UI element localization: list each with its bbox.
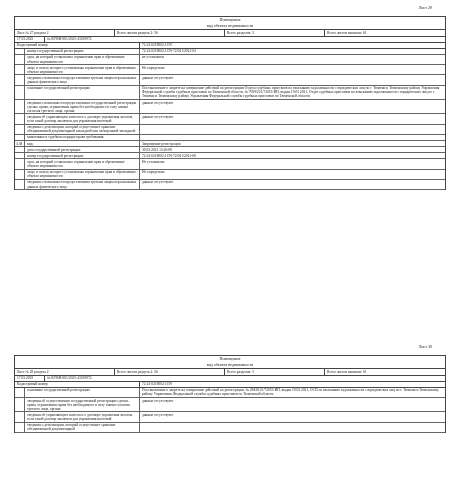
sheets-total: Всего листов выписки: 61	[327, 30, 367, 35]
extract-date: 17.03.2025	[15, 37, 45, 42]
table-row	[15, 180, 445, 190]
row-number	[15, 100, 25, 113]
row-value	[140, 135, 445, 140]
row-value	[140, 423, 445, 432]
extract-date: 17.03.2025	[15, 376, 45, 381]
table-row	[15, 388, 445, 398]
row-label: сведения об управляющем залогом и о договоре управления залогом, если такой договор заключен для управления ипотекой:	[25, 412, 140, 421]
row-number	[15, 86, 25, 99]
row-number	[15, 125, 25, 134]
row-value: 72:23:0218002:1159-72/041/2021-63	[142, 49, 196, 54]
table-row	[15, 65, 445, 75]
row-value: Постановление о запрете на совершение действий по регистрации Отдела судебных приставов по взысканию задолженности с юридических лиц по г. Тюмени и Тюменскому району Управления Федеральной службы судебных приставов по Тюменской области, № 70593/21/72053-ИП, выдан 19.03.2021, Отдел судебных приставов по взысканию задолженности с юридических лиц по г. Тюмени и Тюменскому району Управления Федеральной службы судебных приставов по Тюменской области	[142, 86, 440, 99]
row-label: вид:	[25, 141, 140, 146]
header-title: Помещение	[14, 355, 446, 363]
row-label: срок, на который установлено ограничение прав и обременение объекта недвижимости:	[25, 159, 140, 168]
cadastral-label: Кадастровый номер:	[15, 382, 140, 387]
row-label: заявленные в судебном порядке права требования:	[25, 135, 140, 140]
table-row	[15, 100, 445, 114]
extract-number: № КУВИ-001/2025-43339972	[47, 37, 92, 42]
row-label: сведения о возможности предоставления третьим лицам персональных данных физического лица	[25, 75, 140, 84]
table-row	[15, 55, 445, 65]
row-label: номер государственной регистрации:	[25, 49, 140, 54]
row-label: сведения об управляющем залогом и о договоре управления залогом, если такой договор заключен для управления ипотекой:	[25, 114, 140, 123]
row-value: не установлен	[142, 55, 164, 60]
row-value: данные отсутствуют	[142, 180, 174, 185]
row-label: дата государственной регистрации:	[25, 147, 140, 152]
header-subtitle: вид объекта недвижимости	[14, 363, 446, 370]
sheet-number: Лист № 27 раздела 2	[15, 30, 115, 35]
row-value: Запрещение регистрации	[142, 141, 181, 146]
row-number	[15, 135, 25, 140]
row-label: сведения об осуществлении государственной регистрации сделки, права, ограничения права без необходимого в силу закона согласия третьего лица, органа:	[25, 398, 140, 411]
row-number	[15, 170, 25, 179]
cadastral-value: 72:23:0218002:1159	[142, 382, 172, 387]
row-number	[15, 114, 25, 123]
extract-number: № КУВИ-001/2025-43339972	[47, 376, 92, 381]
row-label: сведения о депозитарии, который осуществляет хранение обездвиженной документарной закладной или электронной закладной:	[25, 125, 140, 134]
sections-total: Всего разделов: 3	[225, 369, 325, 374]
row-number	[15, 388, 25, 397]
row-label: номер государственной регистрации:	[25, 153, 140, 158]
row-number	[15, 398, 25, 411]
row-label: лицо, в пользу которого установлены ограничение прав и обременение объекта недвижимости:	[25, 65, 140, 74]
records-table	[14, 49, 446, 190]
sheets-in-section: Всего листов раздела 2: 56	[115, 369, 225, 374]
table-row	[15, 114, 445, 124]
page-label: Лист 30	[418, 344, 432, 349]
table-row	[15, 125, 445, 135]
row-number	[15, 153, 25, 158]
row-value: 72:23:0218002:1159-72/041/2021-60	[142, 153, 196, 158]
sections-total: Всего разделов: 3	[225, 30, 325, 35]
row-value: Не определено	[142, 65, 165, 70]
row-label: основание государственной регистрации:	[25, 86, 140, 99]
row-value: данные отсутствуют	[142, 412, 174, 417]
sheets-in-section: Всего листов раздела 2: 56	[115, 30, 225, 35]
row-label: лицо, в пользу которого установлены ограничение прав и обременение объекта недвижимости:	[25, 170, 140, 179]
cadastral-label: Кадастровый номер:	[15, 43, 140, 48]
row-number	[15, 180, 25, 189]
row-value: данные отсутствуют	[142, 75, 174, 80]
sheets-total: Всего листов выписки: 61	[327, 369, 367, 374]
row-label: сведения о возможности предоставления государственной регистрации сделки, права, ограничения права без необходимого в силу закона согласия третьего лица, органа:	[25, 100, 140, 113]
row-number: 4.38	[15, 141, 25, 146]
row-label: срок, на который установлено ограничение прав и обременение объекта недвижимости:	[25, 55, 140, 64]
table-row	[15, 398, 445, 412]
table-row	[15, 170, 445, 180]
table-row	[15, 159, 445, 169]
document-sheet-1	[14, 6, 446, 190]
header-title: Помещение	[14, 16, 446, 24]
row-number	[15, 412, 25, 421]
row-value: 30.03.2021 13:20:08	[142, 147, 172, 152]
row-number	[15, 75, 25, 84]
sheet-number: Лист № 28 раздела 2	[15, 369, 115, 374]
row-label: основание государственной регистрации:	[25, 388, 140, 397]
row-value: данные отсутствуют	[142, 100, 174, 105]
row-label: сведения о возможности предоставления третьим лицам персональных данных физического лица	[25, 180, 140, 189]
page-label: Лист 29	[418, 5, 432, 10]
row-number	[15, 147, 25, 152]
row-number	[15, 49, 25, 54]
document-sheet-2	[14, 345, 446, 433]
table-row	[15, 86, 445, 100]
cadastral-value: 72:23:0218002:1159	[142, 43, 172, 48]
table-row	[15, 412, 445, 422]
table-row	[15, 423, 445, 433]
row-value: Постановление о запрете на совершение действий по регистрации, № 28430/21/72053-ИП, выдан 19.03.2021, ОСП по взысканию задолженности с юридических лиц по г. Тюмени и Тюменскому району Управления Федеральной службы судебных приставов по Тюменской области	[142, 388, 439, 397]
row-value: данные отсутствуют	[142, 114, 174, 119]
row-value: данные отсутствуют	[142, 398, 174, 403]
row-value: Не определено	[142, 170, 165, 175]
table-row	[15, 75, 445, 85]
row-label: сведения о депозитарии, который осуществляет хранение обездвиженной документарной	[25, 423, 140, 432]
row-number	[15, 65, 25, 74]
header-subtitle: вид объекта недвижимости	[14, 24, 446, 31]
row-value	[140, 125, 445, 134]
row-value: Не установлен	[142, 159, 165, 164]
row-number	[15, 423, 25, 432]
records-table	[14, 388, 446, 433]
row-number	[15, 55, 25, 64]
row-number	[15, 159, 25, 168]
